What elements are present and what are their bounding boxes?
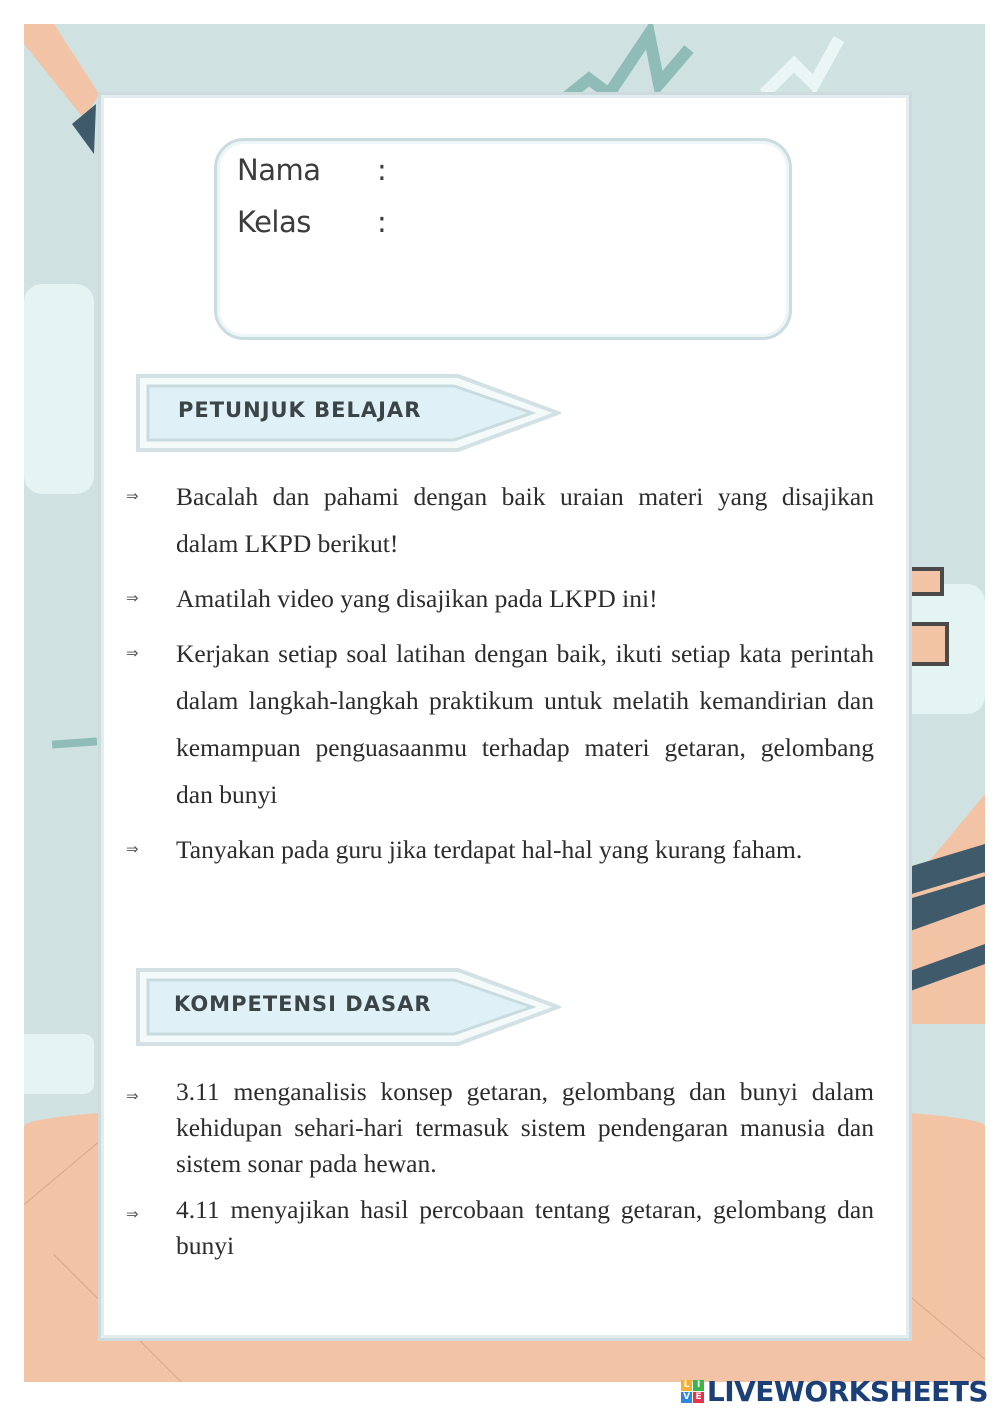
- class-label: Kelas: [237, 205, 311, 239]
- class-field[interactable]: [395, 209, 775, 239]
- list-item: ⇒ 4.11 menyajikan hasil percobaan tentang getaran, gelombang dan bunyi: [126, 1195, 874, 1260]
- double-arrow-icon: ⇒: [126, 644, 139, 662]
- pencil-decoration: [902, 774, 985, 1024]
- worksheet-card: [101, 95, 909, 1338]
- name-row: [237, 153, 775, 187]
- logo-tiles-icon: L I V E: [681, 1380, 704, 1403]
- dash-decoration: [52, 737, 97, 748]
- competency-list: [126, 1074, 874, 1264]
- pencil-decoration: [24, 24, 104, 169]
- list-item: ⇒ Kerjakan setiap soal latihan dengan baik, ikuti setiap kata perintah dalam langkah-langkah praktikum untuk melatih kemandirian dan kemampuan penguasaanmu terhadap materi getaran, gelombang dan bunyi: [126, 630, 874, 818]
- decor-panel: [24, 284, 94, 494]
- name-label: Nama: [237, 153, 321, 187]
- class-row: [237, 205, 775, 239]
- list-item: ⇒ 3.11 menganalisis konsep getaran, gelombang dan bunyi dalam kehidupan sehari-hari termasuk sistem pendengaran manusia dan sistem sonar pada hewan.: [126, 1077, 874, 1178]
- student-identity-box: [214, 138, 792, 340]
- list-item: ⇒ Bacalah dan pahami dengan baik uraian materi yang disajikan dalam LKPD berikut!: [126, 473, 874, 567]
- double-arrow-icon: ⇒: [126, 589, 139, 607]
- list-item: ⇒ Tanyakan pada guru jika terdapat hal-hal yang kurang faham.: [126, 826, 874, 873]
- section-banner-kompetensi: [136, 968, 561, 1046]
- double-arrow-icon: ⇒: [126, 1087, 139, 1105]
- double-arrow-icon: ⇒: [126, 840, 139, 858]
- section-title: PETUNJUK BELAJAR: [178, 398, 422, 422]
- section-banner-petunjuk: [136, 374, 561, 452]
- double-arrow-icon: ⇒: [126, 1205, 139, 1223]
- instruction-list: [126, 473, 874, 873]
- logo-text: LIVEWORKSHEETS: [706, 1375, 988, 1408]
- class-colon: :: [377, 205, 387, 239]
- bracket-decoration: [902, 554, 972, 674]
- name-field[interactable]: [395, 157, 775, 187]
- double-arrow-icon: ⇒: [126, 487, 139, 505]
- zigzag-decoration: [564, 24, 904, 104]
- name-colon: :: [377, 153, 387, 187]
- liveworksheets-logo[interactable]: [681, 1375, 988, 1408]
- list-item: ⇒ Amatilah video yang disajikan pada LKPD ini!: [126, 575, 874, 622]
- decor-panel: [24, 1034, 94, 1094]
- section-title: KOMPETENSI DASAR: [174, 992, 432, 1016]
